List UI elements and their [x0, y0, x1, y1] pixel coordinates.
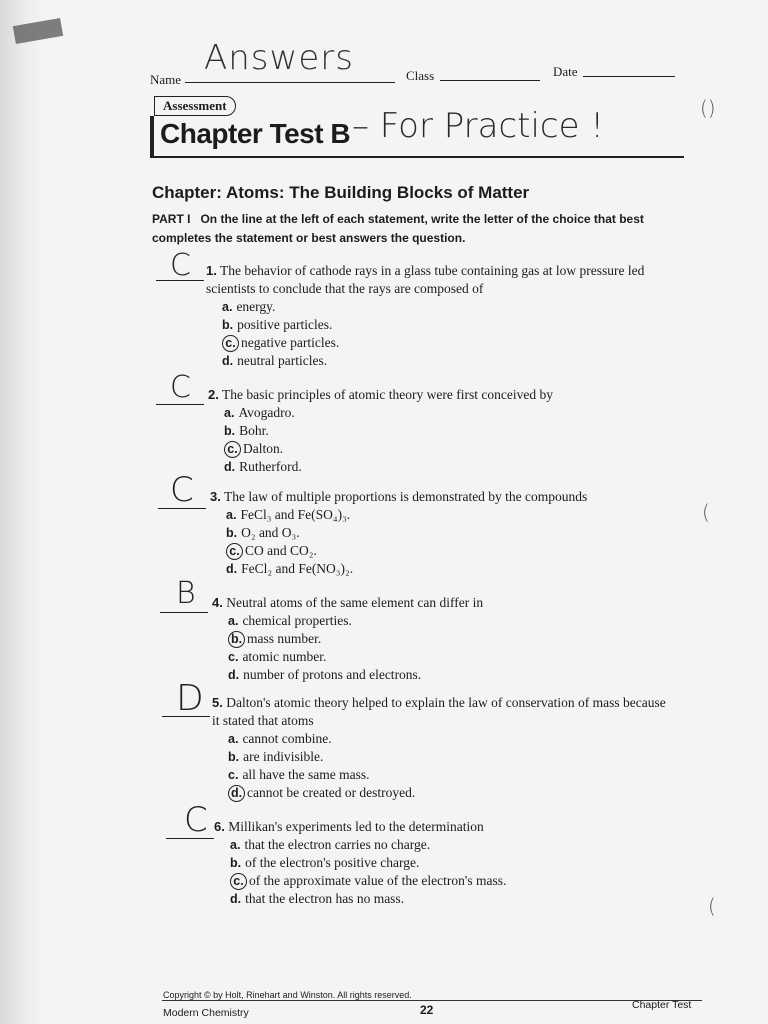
option-text: cannot be created or destroyed. [247, 785, 416, 800]
option-text: O₂ and O₃. [241, 525, 300, 540]
option-d [226, 560, 670, 578]
question-text: Millikan's experiments led to the determination [228, 819, 484, 834]
question-text: The behavior of cathode rays in a glass tube containing gas at low pressure led scientists to conclude that the rays are composed of [206, 263, 645, 296]
option-letter: a. [224, 406, 235, 420]
option-text: cannot combine. [242, 731, 332, 746]
question-4 [212, 594, 662, 684]
option-text: that the electron has no mass. [245, 891, 405, 906]
option-text: all have the same mass. [242, 767, 370, 782]
option-text: number of protons and electrons. [243, 667, 422, 682]
answer-line-2 [156, 404, 204, 405]
option-a [228, 730, 672, 748]
option-a [222, 298, 656, 316]
option-letter: b. [228, 631, 245, 648]
question-number: 2. [208, 387, 219, 402]
option-letter: a. [228, 732, 239, 746]
option-text: Bohr. [239, 423, 269, 438]
option-letter: d. [222, 354, 234, 368]
answer-line-3 [158, 508, 206, 509]
option-b [228, 748, 672, 766]
answer-1: C [170, 248, 191, 283]
option-letter: c. [222, 335, 239, 352]
answer-line-1 [156, 280, 204, 281]
option-a [226, 506, 670, 524]
option-text: of the approximate value of the electron's mass. [249, 873, 507, 888]
question-number: 4. [212, 595, 223, 610]
option-letter: d. [228, 668, 240, 682]
option-d [224, 458, 658, 476]
option-text: that the electron carries no charge. [244, 837, 431, 852]
option-text: FeCl₃ and Fe(SO₄)₃. [240, 507, 351, 522]
answer-line-6 [166, 838, 214, 839]
handwritten-note: – For Practice ! [352, 106, 604, 146]
answer-line-4 [160, 612, 208, 613]
option-d-circled [228, 784, 672, 802]
chapter-heading: Chapter: Atoms: The Building Blocks of Matter [152, 183, 530, 202]
copyright: Copyright © by Holt, Rinehart and Winston. All rights reserved. [163, 990, 412, 1000]
assessment-tag: Assessment [154, 96, 236, 116]
part-label: PART I [152, 212, 191, 226]
option-letter: b. [228, 750, 240, 764]
margin-mark: ( [702, 500, 710, 524]
option-text: of the electron's positive charge. [245, 855, 420, 870]
option-text: neutral particles. [237, 353, 328, 368]
class-label: Class [406, 68, 435, 83]
option-text: FeCl₂ and Fe(NO₃)₂. [241, 561, 354, 576]
option-d [228, 666, 662, 684]
option-text: Rutherford. [239, 459, 302, 474]
question-number: 1. [206, 263, 217, 278]
option-text: Avogadro. [238, 405, 295, 420]
question-1 [206, 262, 656, 370]
option-letter: b. [230, 856, 242, 870]
option-text: mass number. [247, 631, 322, 646]
option-c [228, 766, 672, 784]
option-d [222, 352, 656, 370]
option-b [226, 524, 670, 542]
option-letter: c. [230, 873, 247, 890]
answer-line-5 [162, 716, 210, 717]
section-label: Chapter Test [632, 999, 692, 1011]
date-underline [583, 76, 675, 77]
question-number: 6. [214, 819, 225, 834]
option-letter: b. [222, 318, 234, 332]
margin-mark: ( [708, 894, 716, 918]
option-text: positive particles. [237, 317, 333, 332]
option-letter: d. [230, 892, 242, 906]
option-b [230, 854, 664, 872]
option-letter: c. [224, 441, 241, 458]
option-letter: c. [228, 650, 239, 664]
option-letter: d. [228, 785, 245, 802]
question-3 [210, 488, 670, 578]
test-title: Chapter Test B [160, 118, 351, 149]
question-number: 3. [210, 489, 221, 504]
class-underline [440, 80, 540, 81]
answer-5: D [176, 678, 204, 719]
question-6 [214, 818, 664, 908]
option-c-circled [222, 334, 656, 352]
option-letter: c. [226, 543, 243, 560]
option-text: chemical properties. [242, 613, 352, 628]
option-letter: d. [224, 460, 236, 474]
question-text: The basic principles of atomic theory were first conceived by [221, 387, 553, 402]
question-text: The law of multiple proportions is demonstrated by the compounds [223, 489, 588, 504]
page-number: 22 [420, 1003, 434, 1017]
option-text: are indivisible. [243, 749, 324, 764]
option-c-circled [226, 542, 670, 560]
option-a [224, 404, 658, 422]
option-letter: a. [228, 614, 239, 628]
option-b [222, 316, 656, 334]
question-text: Neutral atoms of the same element can differ in [226, 595, 484, 610]
option-d [230, 890, 664, 908]
question-5 [212, 694, 672, 802]
date-label: Date [553, 64, 578, 79]
option-letter: a. [230, 838, 241, 852]
option-c [228, 648, 662, 666]
part-instructions [152, 210, 672, 248]
option-text: energy. [236, 299, 276, 314]
option-b [224, 422, 658, 440]
option-letter: a. [226, 508, 237, 522]
option-letter: c. [228, 768, 239, 782]
answer-2: C [170, 370, 191, 405]
question-2 [208, 386, 658, 476]
footer-rule [162, 1000, 702, 1001]
option-letter: a. [222, 300, 233, 314]
option-c-circled [224, 440, 658, 458]
name-value: Answers [204, 38, 354, 78]
option-letter: d. [226, 562, 238, 576]
option-letter: b. [226, 526, 238, 540]
option-text: negative particles. [241, 335, 340, 350]
margin-mark: () [700, 96, 716, 120]
question-text: Dalton's atomic theory helped to explain the law of conservation of mass because it stated that atoms [212, 695, 666, 728]
option-letter: b. [224, 424, 236, 438]
option-b-circled [228, 630, 662, 648]
option-a [230, 836, 664, 854]
answer-3: C [170, 470, 194, 510]
option-c-circled [230, 872, 664, 890]
name-label: Name [150, 72, 182, 87]
option-text: Dalton. [243, 441, 284, 456]
question-number: 5. [212, 695, 223, 710]
book-title: Modern Chemistry [163, 1007, 249, 1019]
page-left-edge [0, 0, 44, 1024]
option-a [228, 612, 662, 630]
option-text: CO and CO₂. [245, 543, 317, 558]
name-underline [185, 82, 395, 83]
answer-6: C [184, 800, 208, 840]
answer-4: B [176, 576, 196, 611]
option-text: atomic number. [242, 649, 327, 664]
part-instructions-text: On the line at the left of each statement, write the letter of the choice that best completes the statement or best answers the question. [152, 212, 644, 245]
